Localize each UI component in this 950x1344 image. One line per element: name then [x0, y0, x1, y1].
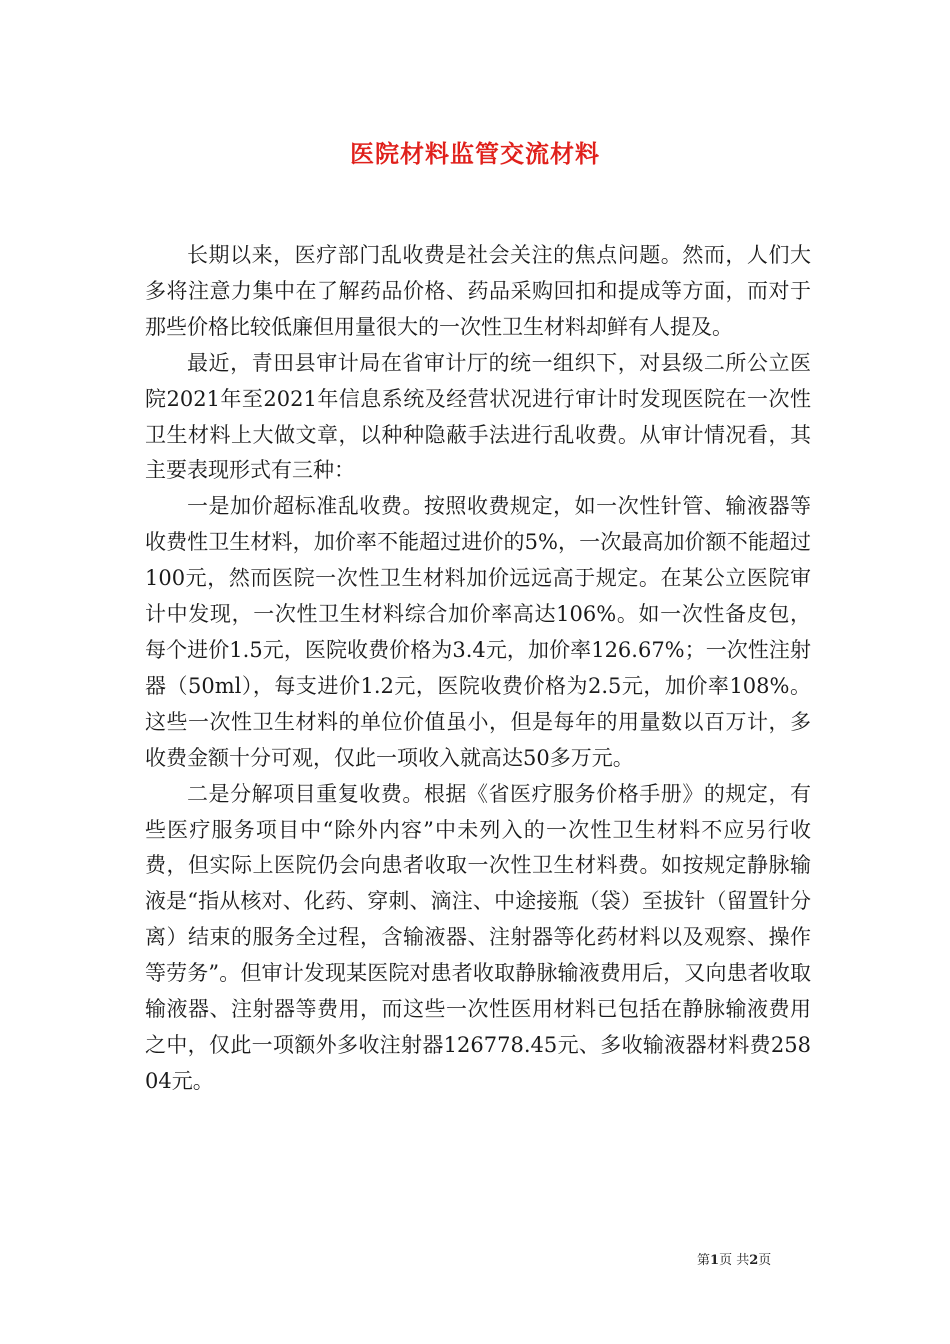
footer-total-pages: 2 — [749, 1253, 759, 1268]
footer-suffix: 页 — [758, 1253, 772, 1268]
footer-current-page: 1 — [710, 1253, 720, 1268]
document-title: 医院材料监管交流材料 — [350, 139, 600, 168]
paragraph-2: 最近，青田县审计局在省审计厅的统一组织下，对县级二所公立医院2021年至2021年信息系统及经营状况进行审计时发现医院在一次性卫生材料上大做文章，以种种隐蔽手法进行乱收费。从审计情况看，其主要表现形式有三种： — [145, 350, 811, 483]
footer-middle: 页 共 — [719, 1253, 750, 1268]
paragraph-4: 二是分解项目重复收费。根据《省医疗服务价格手册》的规定，有些医疗服务项目中“除外内容”中未列入的一次性卫生材料不应另行收费，但实际上医院仍会向患者收取一次性卫生材料费。如按规定静脉输液是“指从核对、化药、穿刺、滴注、中途接瓶（袋）至拔针（留置针分离）结束的服务全过程，含输液器、注射器等化药材料以及观察、操作等劳务”。但审计发现某医院对患者收取静脉输液费用后，又向患者收取输液器、注射器等费用，而这些一次性医用材料已包括在静脉输液费用之中，仅此一项额外多收注射器126778.45元、多收输液器材料费25804元。 — [145, 781, 811, 1093]
document-body — [145, 238, 811, 1100]
footer-prefix: 第 — [697, 1253, 711, 1268]
paragraph-1: 长期以来，医疗部门乱收费是社会关注的焦点问题。然而，人们大多将注意力集中在了解药品价格、药品采购回扣和提成等方面，而对于那些价格比较低廉但用量很大的一次性卫生材料却鲜有人提及。 — [145, 243, 811, 339]
paragraph-3: 一是加价超标准乱收费。按照收费规定，如一次性针管、输液器等收费性卫生材料，加价率不能超过进价的5%，一次最高加价额不能超过100元，然而医院一次性卫生材料加价远远高于规定。在某公立医院审计中发现，一次性卫生材料综合加价率高达106%。如一次性备皮包，每个进价1.5元，医院收费价格为3.4元，加价率126.67%；一次性注射器（50ml），每支进价1.2元，医院收费价格为2.5元，加价率108%。这些一次性卫生材料的单位价值虽小，但是每年的用量数以百万计，多收费金额十分可观，仅此一项收入就高达50多万元。 — [145, 494, 811, 770]
page-number-footer — [697, 1249, 817, 1268]
